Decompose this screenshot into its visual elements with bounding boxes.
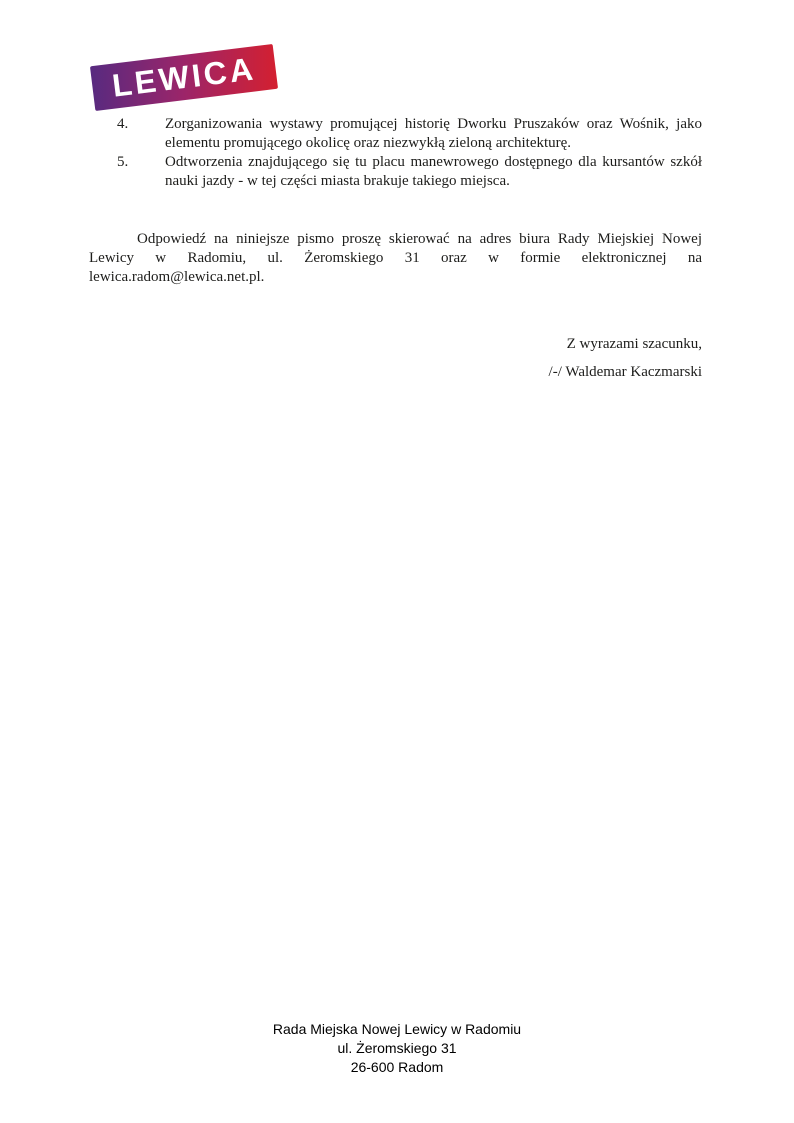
list-item-text: Odtworzenia znajdującego się tu placu manewrowego dostępnego dla kursantów szkół nauki jazdy - w tej części miasta brakuje takiego miejsca.	[165, 154, 702, 189]
footer-line-city: 26-600 Radom	[350, 1059, 444, 1075]
footer-address-block	[0, 1020, 794, 1077]
list-item	[89, 115, 702, 153]
signature-name: /-/ Waldemar Kaczmarski	[548, 364, 702, 380]
reply-address-paragraph: Odpowiedź na niniejsze pismo proszę skierować na adres biura Rady Miejskiej Nowej Lewicy w Radomiu, ul. Żeromskiego 31 oraz w formie elektronicznej na lewica.radom@lewica.net.pl.	[89, 231, 702, 285]
list-item-number: 4.	[117, 116, 129, 132]
list-item-text: Zorganizowania wystawy promującej historię Dworku Pruszaków oraz Wośnik, jako elementu promującego okolicę oraz niezwykłą zieloną architekturę.	[165, 116, 702, 151]
closing-salutation: Z wyrazami szacunku,	[566, 336, 702, 352]
lewica-logo-text: LEWICA	[110, 49, 258, 104]
lewica-logo	[90, 44, 278, 111]
footer-line-street: ul. Żeromskiego 31	[337, 1040, 457, 1056]
numbered-list	[89, 115, 702, 191]
list-item	[89, 153, 702, 191]
footer-line-organization: Rada Miejska Nowej Lewicy w Radomiu	[272, 1021, 522, 1037]
list-item-number: 5.	[117, 154, 129, 170]
